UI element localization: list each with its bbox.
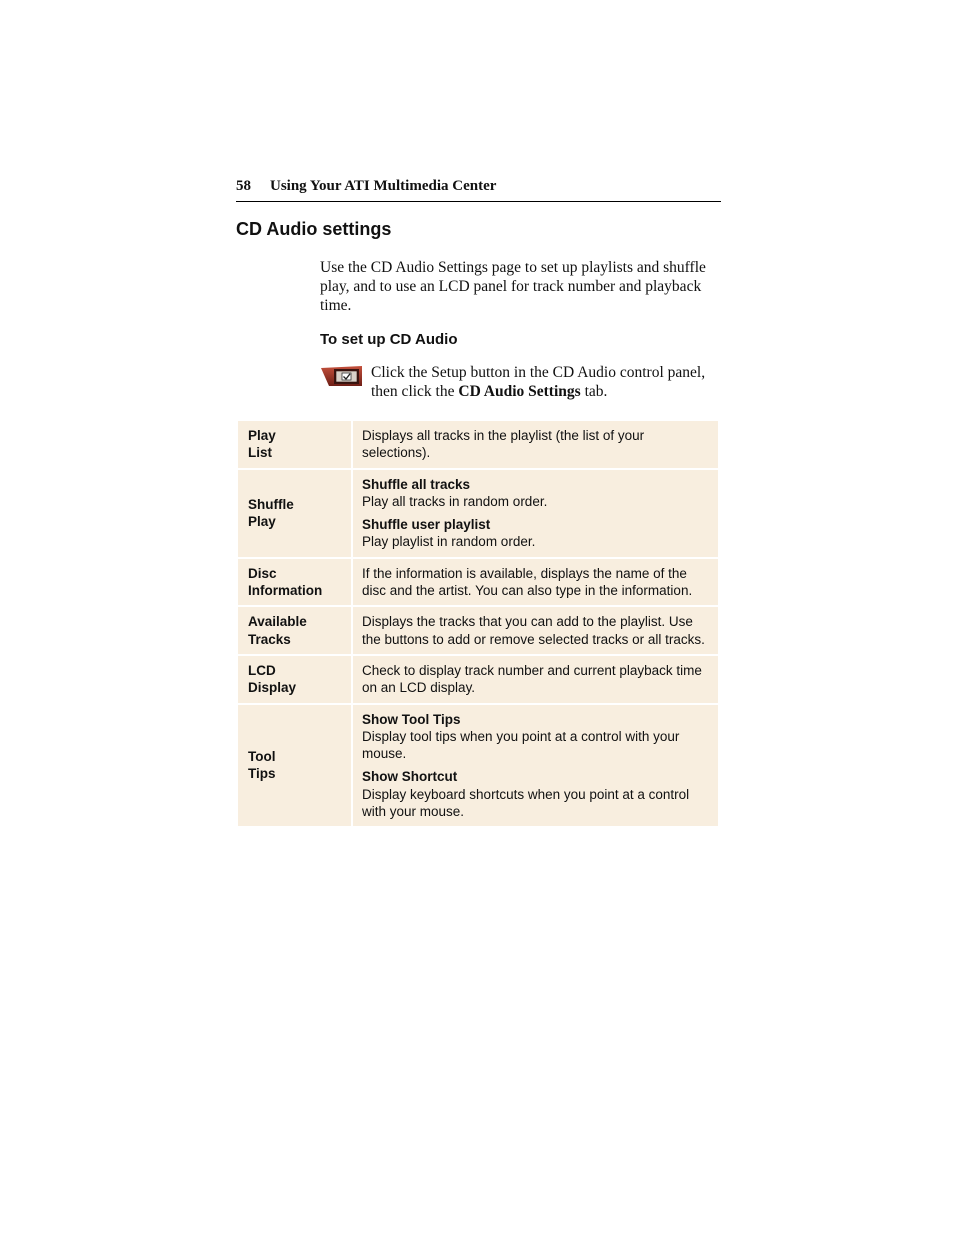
term-label: List [248, 445, 273, 461]
term-label: Play [248, 514, 276, 530]
intro-paragraph: Use the CD Audio Settings page to set up playlists and shuffle play, and to use an LCD panel for track number and playback time. [320, 259, 706, 314]
term-label: Disc [248, 565, 277, 581]
option-title: Shuffle user playlist [362, 517, 491, 533]
page-number: 58 [236, 178, 251, 194]
term-cell [238, 607, 351, 654]
table-row [238, 705, 718, 827]
term-label: Play [248, 428, 276, 443]
description-text: on an LCD display. [362, 680, 476, 696]
description-text: Check to display track number and current playback time [362, 662, 702, 678]
step-text-before: Click the Setup button in the CD Audio control panel, then click the [371, 364, 706, 400]
description-cell [353, 559, 718, 606]
step-text-after: tab. [580, 383, 608, 400]
table-row [238, 559, 718, 606]
term-label: Tips [248, 766, 276, 782]
description-text: selections). [362, 445, 431, 461]
chapter-title: Using Your ATI Multimedia Center [270, 178, 497, 194]
setup-button-icon [321, 366, 362, 386]
term-label: Display [248, 680, 297, 696]
term-label: Available [248, 614, 307, 630]
description-text: the buttons to add or remove selected tracks or all tracks. [362, 631, 705, 647]
term-cell [238, 421, 351, 468]
term-label: LCD [248, 662, 276, 678]
description-text: If the information is available, displays the name of the [362, 565, 687, 581]
description-text: disc and the artist. You can also type in the information. [362, 583, 693, 599]
term-cell [238, 559, 351, 606]
term-label: Shuffle [248, 496, 294, 512]
step-instruction [371, 363, 721, 401]
description-cell [353, 607, 718, 654]
description-text: mouse. [362, 746, 407, 762]
option-title: Shuffle all tracks [362, 476, 471, 492]
description-text: Play playlist in random order. [362, 534, 536, 550]
description-cell [353, 421, 718, 468]
table-row [238, 656, 718, 703]
term-cell [238, 470, 351, 557]
table-row [238, 470, 718, 557]
table-row [238, 421, 718, 468]
description-text: with your mouse. [362, 804, 465, 820]
description-text: Displays the tracks that you can add to the playlist. Use [362, 614, 693, 630]
description-cell [353, 656, 718, 703]
term-cell [238, 656, 351, 703]
description-cell [353, 705, 718, 827]
description-text: Display keyboard shortcuts when you point at a control [362, 786, 690, 802]
description-text: Display tool tips when you point at a control with your [362, 728, 680, 744]
procedure-title: To set up CD Audio [320, 331, 458, 348]
page-header [236, 177, 721, 202]
option-title: Show Shortcut [362, 769, 458, 785]
description-text: Displays all tracks in the playlist (the list of your [362, 428, 645, 443]
description-text: Play all tracks in random order. [362, 493, 548, 509]
section-title: CD Audio settings [236, 219, 392, 239]
option-title: Show Tool Tips [362, 711, 461, 727]
settings-table [236, 419, 720, 828]
term-label: Tracks [248, 631, 291, 647]
term-cell [238, 705, 351, 827]
step-text-bold: CD Audio Settings [458, 383, 581, 400]
term-label: Information [248, 583, 323, 599]
term-label: Tool [248, 749, 276, 765]
description-cell [353, 470, 718, 557]
table-row [238, 607, 718, 654]
